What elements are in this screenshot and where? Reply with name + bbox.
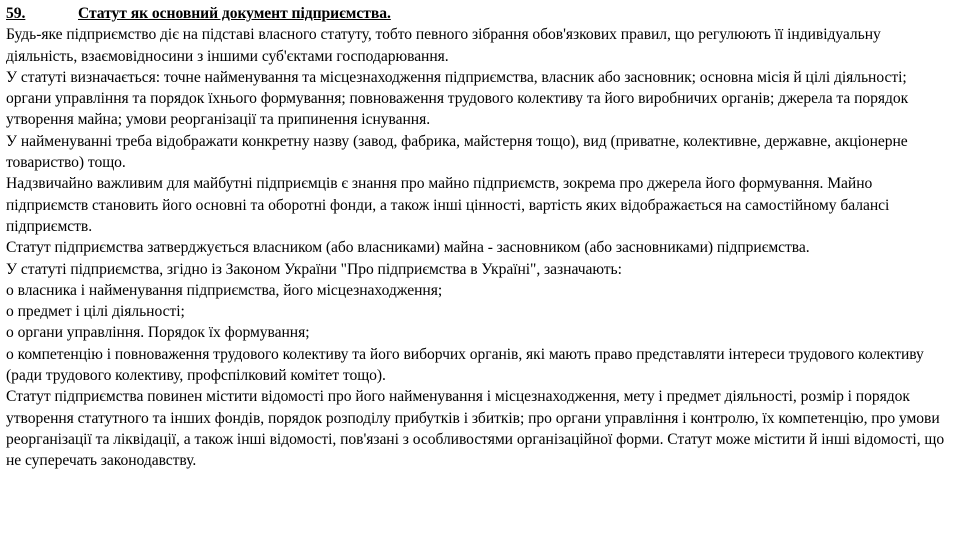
section-title: Статут як основний документ підприємства. (78, 5, 391, 22)
list-item: о компетенцію і повноваження трудового колективу та його виборчих органів, які мають право представляти інтереси трудового колективу (ради трудового колективу, профспілковий комітет тощо). (6, 345, 924, 385)
paragraph-naming: У найменуванні треба відображати конкретну назву (завод, фабрика, майстерня тощо), вид (приватне, колективне, державне, акціонерне товариство) тощо. (6, 132, 908, 172)
paragraph-property: Надзвичайно важливим для майбутні підприємців є знання про майно підприємств, зокрема про джерела його формування. Майно підприємств становить його основні та оборотні фонди, а також інші цінності, вартість яких відображається на самостійному балансі підприємств. (6, 175, 890, 235)
paragraph-required-information: Статут підприємства повинен містити відомості про його найменування і місцезнаходження, мету і предмет діяльності, розмір і порядок утворення статутного та інших фондів, порядок розподілу прибутків і збитків; про органи управління і контролю, їх компетенцію, про умови реорганізації та ліквідації, а також інші відомості, пов'язані з особливостями організаційної форми. Статут може містити й інші відомості, що не суперечать законодавству. (6, 388, 945, 470)
list-item: о органи управління. Порядок їх формування; (6, 324, 310, 342)
list-item: о власника і найменування підприємства, його місцезнаходження; (6, 281, 443, 299)
document-body (6, 3, 950, 472)
list-item: о предмет і цілі діяльності; (6, 303, 185, 321)
section-heading (6, 3, 950, 24)
paragraph-approval: Статут підприємства затверджується власником (або власниками) майна - засновником (або засновниками) підприємства. (6, 239, 810, 257)
paragraph-charter-definition: Будь-яке підприємство діє на підставі власного статуту, тобто певного зібрання обов'язкових правил, що регулюють її індивідуальну діяльність, взаємовідносини з іншими суб'єктами господарювання. (6, 26, 881, 65)
paragraph-law-reference: У статуті підприємства, згідно із Законом України "Про підприємства в Україні", зазначають: (6, 260, 622, 278)
section-number: 59. (6, 5, 26, 22)
paragraph-charter-contents: У статуті визначається: точне найменування та місцезнаходження підприємства, власник або засновник; основна місія й цілі діяльності; органи управління та порядок їхнього формування; повноваження трудового колективу та його виробничих органів; джерела та порядок утворення майна; умови реорганізації та припинення існування. (6, 68, 909, 129)
